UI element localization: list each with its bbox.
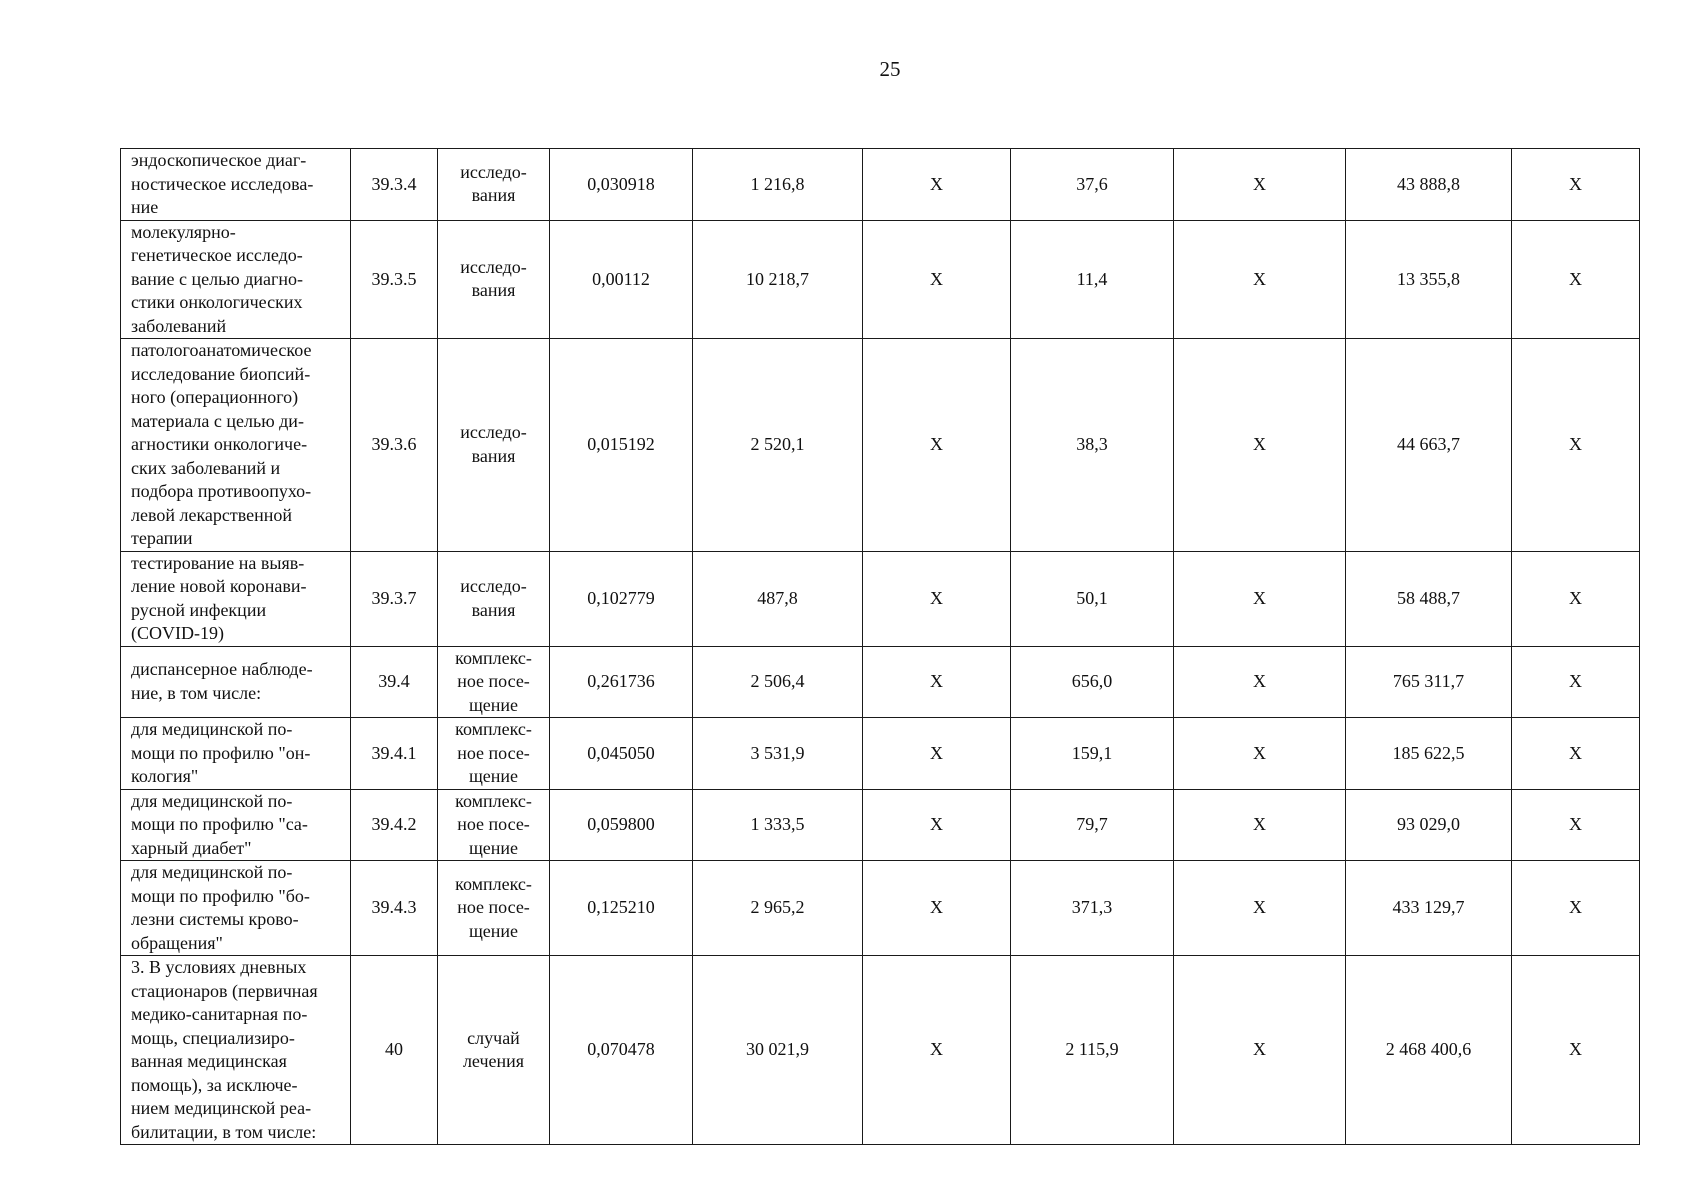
row-norm-cell: 0,045050 [550,718,693,790]
row-name-cell-line: терапии [131,528,193,548]
row-unit-cell-line: ное посе- [457,814,530,834]
row-name-cell-line: тестирование на выяв- [131,552,305,573]
row-cost-cell: 2 965,2 [693,861,863,956]
row-name-cell-line: стики онкологических [131,292,303,312]
row-col8-cell: X [1174,956,1346,1145]
row-norm-cell: 0,059800 [550,789,693,861]
row-norm-cell: 0,030918 [550,149,693,221]
row-unit-cell-line: исследо- [460,256,527,277]
row-unit-cell-line: щение [468,837,519,858]
row-unit-cell-line: вания [471,445,516,466]
row-col7-cell: 37,6 [1011,149,1174,221]
table-row [121,149,1640,221]
row-unit-cell-line: случай [467,1027,520,1048]
row-name-cell-line: ление новой коронави- [131,576,307,596]
row-name-cell-line: эндоскопическое диаг- [131,150,307,170]
row-name-cell [121,646,351,718]
row-col9-cell: 765 311,7 [1346,646,1512,718]
row-col9-cell: 44 663,7 [1346,339,1512,552]
row-name-cell-line: харный диабет" [131,837,252,858]
row-col6-cell: X [863,339,1011,552]
row-col8-cell: X [1174,339,1346,552]
row-norm-cell: 0,070478 [550,956,693,1145]
row-col9-cell: 185 622,5 [1346,718,1512,790]
row-name-cell-line: ние, в том числе: [131,682,262,703]
row-name-cell-line: левой лекарственной [131,504,293,525]
table-row [121,339,1640,552]
table-row [121,789,1640,861]
row-unit-cell [438,789,550,861]
row-col7-cell: 79,7 [1011,789,1174,861]
row-unit-cell-line: щение [468,920,519,941]
row-name-cell-line: генетическое исследо- [131,245,303,265]
row-unit-cell [438,149,550,221]
row-name-cell-line: диспансерное наблюде- [131,659,313,680]
row-norm-cell: 0,261736 [550,646,693,718]
row-col8-cell: X [1174,551,1346,646]
row-col8-cell: X [1174,220,1346,339]
row-name-cell [121,149,351,221]
row-unit-cell [438,220,550,339]
row-col6-cell: X [863,718,1011,790]
table-body [121,149,1640,1145]
row-norm-cell: 0,125210 [550,861,693,956]
row-cost-cell: 3 531,9 [693,718,863,790]
row-col9-cell: 93 029,0 [1346,789,1512,861]
row-cost-cell: 2 506,4 [693,646,863,718]
page-number: 25 [879,57,901,81]
row-code-cell: 40 [351,956,438,1145]
row-col10-cell: X [1512,646,1640,718]
row-name-cell-line: ние [131,197,159,217]
row-col10-cell: X [1512,339,1640,552]
row-name-cell-line: патологоанатомическое [131,340,312,360]
row-col9-cell: 58 488,7 [1346,551,1512,646]
row-col7-cell: 50,1 [1011,551,1174,646]
row-unit-cell-line: комплекс- [455,873,532,894]
row-unit-cell [438,956,550,1145]
row-col9-cell: 2 468 400,6 [1346,956,1512,1145]
row-name-cell [121,551,351,646]
row-name-cell-line: ностическое исследова- [131,173,314,194]
row-name-cell-line: медико-санитарная по- [131,1004,308,1024]
row-name-cell-line: материала с целью ди- [131,410,304,431]
row-col9-cell: 433 129,7 [1346,861,1512,956]
row-name-cell-line: русной инфекции [131,599,267,620]
row-name-cell-line: заболеваний [131,315,227,336]
table-row [121,861,1640,956]
row-code-cell: 39.4.1 [351,718,438,790]
row-code-cell: 39.3.4 [351,149,438,221]
row-name-cell-line: ских заболеваний и [131,457,281,478]
row-name-cell [121,789,351,861]
row-unit-cell-line: ное посе- [457,897,530,918]
row-name-cell-line: для медицинской по- [131,790,293,811]
row-col7-cell: 11,4 [1011,220,1174,339]
row-cost-cell: 2 520,1 [693,339,863,552]
row-col10-cell: X [1512,956,1640,1145]
row-name-cell-line: вание с целью диагно- [131,268,304,289]
row-col6-cell: X [863,861,1011,956]
row-col8-cell: X [1174,718,1346,790]
row-cost-cell: 1 333,5 [693,789,863,861]
row-unit-cell-line: щение [468,766,519,786]
row-col7-cell: 38,3 [1011,339,1174,552]
row-unit-cell-line: комплекс- [455,790,532,811]
table-row [121,220,1640,339]
financing-table [120,148,1640,1145]
row-unit-cell-line: ное посе- [457,742,530,763]
row-code-cell: 39.3.5 [351,220,438,339]
row-col6-cell: X [863,551,1011,646]
row-unit-cell [438,551,550,646]
row-unit-cell-line: вания [471,599,516,620]
row-col8-cell: X [1174,789,1346,861]
row-cost-cell: 30 021,9 [693,956,863,1145]
row-col6-cell: X [863,646,1011,718]
row-col7-cell: 656,0 [1011,646,1174,718]
row-unit-cell [438,861,550,956]
row-name-cell [121,861,351,956]
row-col10-cell: X [1512,220,1640,339]
row-name-cell-line: ванная медицинская [131,1051,287,1071]
row-name-cell-line: мощи по профилю "он- [131,742,311,763]
row-name-cell-line: (COVID-19) [131,623,224,643]
table-row [121,718,1640,790]
row-unit-cell-line: исследо- [460,576,527,596]
row-name-cell-line: 3. В условиях дневных [131,957,307,977]
row-name-cell-line: подбора противоопухо- [131,481,312,501]
row-col6-cell: X [863,956,1011,1145]
row-norm-cell: 0,015192 [550,339,693,552]
row-name-cell-line: для медицинской по- [131,719,293,739]
row-col8-cell: X [1174,646,1346,718]
row-col6-cell: X [863,149,1011,221]
row-name-cell [121,339,351,552]
row-norm-cell: 0,00112 [550,220,693,339]
row-unit-cell-line: комплекс- [455,647,532,668]
row-col8-cell: X [1174,861,1346,956]
row-unit-cell [438,718,550,790]
row-cost-cell: 10 218,7 [693,220,863,339]
row-cost-cell: 487,8 [693,551,863,646]
row-unit-cell-line: вания [471,185,516,206]
row-name-cell-line: ного (операционного) [131,387,299,407]
row-col8-cell: X [1174,149,1346,221]
row-name-cell-line: мощь, специализиро- [131,1027,295,1048]
row-unit-cell-line: ное посе- [457,671,530,691]
table-row [121,551,1640,646]
row-col10-cell: X [1512,718,1640,790]
row-col10-cell: X [1512,551,1640,646]
row-col6-cell: X [863,789,1011,861]
row-unit-cell-line: исследо- [460,161,527,182]
row-code-cell: 39.4.2 [351,789,438,861]
row-name-cell-line: помощь), за исключе- [131,1074,298,1095]
row-unit-cell [438,646,550,718]
table-row [121,646,1640,718]
row-name-cell-line: для медицинской по- [131,862,293,882]
row-name-cell [121,220,351,339]
row-unit-cell-line: щение [468,694,519,715]
row-name-cell-line: мощи по профилю "са- [131,814,308,834]
row-unit-cell-line: исследо- [460,422,527,443]
row-code-cell: 39.3.7 [351,551,438,646]
row-col9-cell: 13 355,8 [1346,220,1512,339]
row-name-cell-line: билитации, в том числе: [131,1121,317,1142]
row-unit-cell-line: лечения [462,1051,525,1071]
row-name-cell-line: лезни системы крово- [131,909,299,929]
table-row [121,956,1640,1145]
row-name-cell [121,718,351,790]
row-name-cell-line: молекулярно- [131,221,236,242]
row-col10-cell: X [1512,789,1640,861]
row-cost-cell: 1 216,8 [693,149,863,221]
row-name-cell-line: стационаров (первичная [131,980,318,1001]
row-code-cell: 39.3.6 [351,339,438,552]
row-code-cell: 39.4 [351,646,438,718]
row-unit-cell-line: комплекс- [455,719,532,739]
row-col7-cell: 2 115,9 [1011,956,1174,1145]
row-name-cell-line: мощи по профилю "бо- [131,885,310,906]
row-name-cell-line: обращения" [131,932,223,953]
row-name-cell-line: кология" [131,766,199,786]
row-name-cell-line: агностики онкологиче- [131,434,308,454]
row-col10-cell: X [1512,861,1640,956]
row-col6-cell: X [863,220,1011,339]
row-name-cell [121,956,351,1145]
row-norm-cell: 0,102779 [550,551,693,646]
row-name-cell-line: нием медицинской реа- [131,1098,312,1118]
row-col7-cell: 371,3 [1011,861,1174,956]
row-unit-cell [438,339,550,552]
row-name-cell-line: исследование биопсий- [131,363,311,384]
row-col9-cell: 43 888,8 [1346,149,1512,221]
row-col10-cell: X [1512,149,1640,221]
row-code-cell: 39.4.3 [351,861,438,956]
row-unit-cell-line: вания [471,280,516,301]
row-col7-cell: 159,1 [1011,718,1174,790]
